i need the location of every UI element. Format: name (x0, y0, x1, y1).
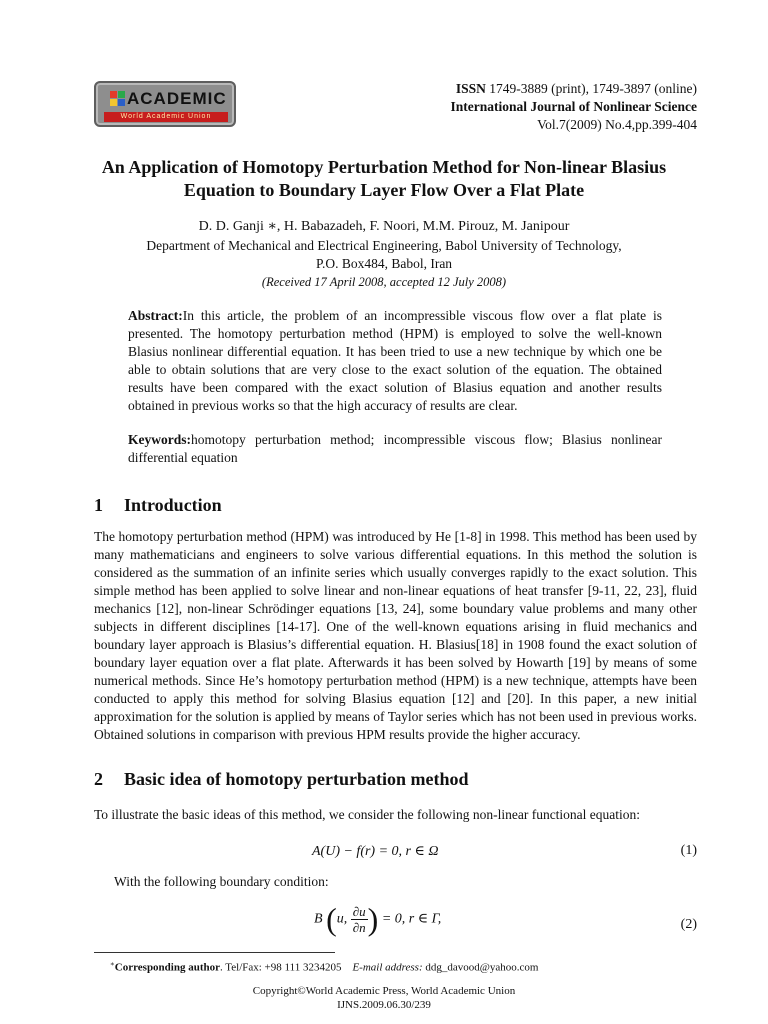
equation-2-inner: u, (336, 911, 348, 927)
title-line-2: Equation to Boundary Layer Flow Over a Flat Plate (183, 180, 585, 200)
journal-info (450, 80, 697, 134)
title-line-1: An Application of Homotopy Perturbation Method for Non-linear Blasius (101, 157, 667, 177)
boundary-condition-text: With the following boundary condition: (114, 874, 329, 889)
issn-label: ISSN (455, 81, 486, 96)
footnote-contact: . Tel/Fax: +98 111 3234205 (220, 961, 342, 974)
affiliation (60, 237, 708, 273)
abstract-label: Abstract: (128, 308, 183, 323)
logo-subtitle: World Academic Union (104, 112, 228, 122)
copyright (60, 984, 708, 1012)
abstract-text: In this article, the problem of an incompressible viscous flow over a flat plate is presented. The homotopy perturbation method (HPM) is employed to solve the well-known Blasius nonlinear differential equation. It has been tried to use a new technique by which one be able to obtain solutions that are very close to the exact solution of the equation. The obtained results have been compared with the exact solution of Blasius equation and another results obtained in previous works so that the high accuracy of results are clear. (128, 308, 662, 413)
equation-1 (94, 843, 697, 863)
equation-1-tag: (1) (680, 843, 697, 858)
email-address[interactable]: ddg_davood@yahoo.com (425, 961, 539, 974)
section-1-title: Introduction (124, 495, 222, 515)
authors: D. D. Ganji ∗, H. Babazadeh, F. Noori, M.M. Pirouz, M. Janipour (198, 219, 570, 234)
footnote-mark: ∗ (110, 960, 115, 968)
journal-volume: Vol.7(2009) No.4,pp.399-404 (537, 117, 697, 132)
introduction-text: The homotopy perturbation method (HPM) was introduced by He [1-8] in 1998. This method has been used by many mathematicians and engineers to solve various differential equations. In this method the solution is considered as the summation of an infinite series which usually converges rapidly to the exact solution. This simple method has been applied to solve linear and non-linear equations of heat transfer [9-11, 22, 23], fluid mechanics [12], non-linear Schrödinger equations [13, 24], some boundary value problems and many other subjects in different disciplines [14-17]. One of the well-known equations arising in fluid mechanics and boundary layer approach is Blasius’s differential equation. H. Blasius[18] in 1908 found the exact solution of boundary layer equation over a flat plate. Afterwards it has been solved by Howarth [19] by means of some numerical methods. Since He’s homotopy perturbation method (HPM) is a new technique, attempts have been conducted to apply this method for solving Blasius equation [12] and [20]. In this paper, a new initial approximation for the solution is applied by means of Taylor series which has not been used in previous works. Obtained solutions in comparison with previous HPM results provide the higher accuracy. (94, 529, 697, 742)
equation-2 (94, 899, 697, 949)
journal-name: International Journal of Nonlinear Science (450, 99, 697, 114)
section-1-heading (94, 494, 222, 516)
section-2-number: 2 (94, 769, 103, 789)
section-2-title: Basic idea of homotopy perturbation method (124, 769, 469, 789)
affiliation-line-1: Department of Mechanical and Electrical Engineering, Babol University of Technology, (146, 238, 622, 253)
equation-2-lhs: B (314, 911, 323, 927)
section-1-number: 1 (94, 495, 103, 515)
copyright-line-1: Copyright©World Academic Press, World Academic Union (252, 985, 516, 997)
abstract (128, 307, 662, 415)
logo-square-red (110, 91, 117, 98)
equation-2-fraction (351, 904, 368, 935)
logo-square-yellow (110, 99, 117, 106)
affiliation-line-2: P.O. Box484, Babol, Iran (315, 256, 453, 271)
logo-square-blue (118, 99, 125, 106)
issn-value: 1749-3889 (print), 1749-3897 (online) (489, 81, 697, 96)
logo-square-green (118, 91, 125, 98)
issn-line (450, 80, 697, 98)
footnote-rule (94, 952, 335, 953)
fraction-numerator: ∂u (352, 904, 366, 919)
keywords-text: homotopy perturbation method; incompressible viscous flow; Blasius nonlinear differential equation (128, 432, 662, 465)
equation-1-expr: A(U) − f(r) = 0, r ∈ Ω (312, 844, 439, 859)
equation-2-expr: B (u, $\frac{\partial u}{\partial n}$ ) = 0, r ∈ Γ, (314, 901, 442, 937)
section-2-intro: To illustrate the basic ideas of this method, we consider the following non-linear functional equation: (94, 807, 641, 822)
academic-logo (94, 81, 236, 127)
equation-2-rhs: = 0, r ∈ Γ, (381, 911, 442, 927)
equation-2-tag: (2) (680, 917, 697, 932)
fraction-denominator: ∂n (352, 920, 366, 935)
email-label: E-mail address: (352, 961, 423, 974)
keywords-label: Keywords: (128, 432, 191, 447)
received-dates: (Received 17 April 2008, accepted 12 July 2008) (261, 275, 507, 289)
paper-title (60, 156, 708, 202)
section-2-heading (94, 768, 469, 790)
footnote (110, 957, 538, 975)
keywords (128, 431, 662, 467)
logo-name: ACADEMIC (127, 89, 227, 108)
copyright-line-2: IJNS.2009.06.30/239 (337, 999, 431, 1011)
footnote-label: Corresponding author (114, 961, 220, 974)
